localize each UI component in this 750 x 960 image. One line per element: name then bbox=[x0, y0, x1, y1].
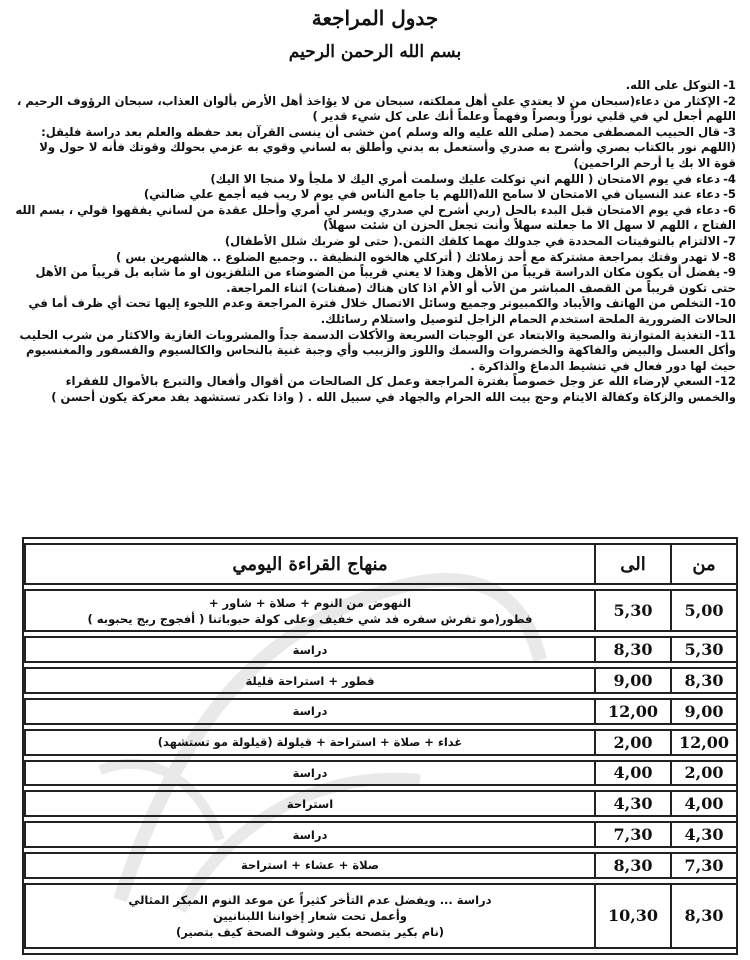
activity-cell bbox=[24, 636, 594, 663]
tip-number: 2- bbox=[723, 93, 736, 108]
tip-item bbox=[14, 374, 736, 405]
schedule-row bbox=[24, 883, 736, 949]
schedule-row bbox=[24, 760, 736, 787]
time-from: 5,00 bbox=[670, 589, 736, 632]
tip-number: 5- bbox=[723, 187, 736, 202]
tip-text: التوكل على الله. bbox=[625, 78, 721, 92]
tip-item bbox=[14, 203, 736, 234]
schedule-header-row bbox=[24, 543, 736, 585]
activity-cell bbox=[24, 589, 594, 632]
tip-text: التغذية المتوازنة والصحية والابتعاد عن الوجبات السريعة والأكلات الدسمة جداً والمشروبات الغازية والاكثار من شرب الحليب وأكل العسل والبيض والفاكهة والخضروات والسمك واللوز والزبيب وأي وجبة غنية بالنحاس والكالسيوم والفسفور والمغنسيوم حيث لها دور فعال في تنشيط الدماغ والذاكرة . bbox=[19, 327, 736, 373]
time-to: 12,00 bbox=[594, 698, 670, 725]
time-to: 4,00 bbox=[594, 760, 670, 787]
activity-line: فطور(مو تفرش سفره فد شي خفيف وعلى كولة حبوباتنا ( أفجوج ريج يحبوبه ) bbox=[87, 611, 533, 626]
time-to: 9,00 bbox=[594, 667, 670, 694]
activity-line: (نام بكير بتصحه بكير وشوف الصحة كيف بتصير) bbox=[175, 924, 445, 939]
schedule-row bbox=[24, 698, 736, 725]
activity-cell bbox=[24, 667, 594, 694]
time-from: 8,30 bbox=[670, 883, 736, 949]
tip-number: 8- bbox=[723, 249, 736, 264]
time-from: 9,00 bbox=[670, 698, 736, 725]
tips-list bbox=[14, 78, 736, 405]
activity-line: استراحة bbox=[286, 796, 334, 811]
tip-number: 6- bbox=[723, 202, 736, 217]
time-from: 8,30 bbox=[670, 667, 736, 694]
tip-number: 11- bbox=[715, 327, 736, 342]
activity-cell bbox=[24, 821, 594, 848]
schedule-row bbox=[24, 852, 736, 879]
tip-text: دعاء عند النسيان في الامتحان لا سامح الله(اللهم يا جامع الناس في يوم لا ريب فيه أجمع علي ضالتي) bbox=[143, 187, 721, 202]
activity-line: فطور + استراحة قليلة bbox=[245, 673, 375, 688]
tip-item bbox=[14, 296, 736, 327]
schedule-row bbox=[24, 667, 736, 694]
tip-number: 12- bbox=[715, 374, 736, 389]
activity-line: النهوض من النوم + صلاة + شاور + bbox=[208, 595, 412, 610]
activity-line: دراسة bbox=[292, 765, 328, 780]
tip-text: يفضل أن يكون مكان الدراسة قريباً من الأهل وهذا لا يعني قريباً من الضوضاء من التلفزيون او ما شابه بل قريباً من الأهل حتى تكون قريباً من القصف المباشر من الأب أو الأم اذا كان هناك (صفنات) اثناء المراجعة. bbox=[35, 265, 736, 295]
tip-text: قال الحبيب المصطفى محمد (صلى الله عليه واله وسلم )من خشى أن ينسى القرآن بعد حفظه والعلم بعد دراسة فليقل:(اللهم نور بالكتاب بصري وأشرح به صدري وأستعمل به بدني وأطلق به لساني وقوي به عزمي بحولك وقوتك فأنه لا حول ولا قوة الا بك يا أرحم الراحمين) bbox=[39, 124, 736, 170]
schedule-row bbox=[24, 729, 736, 756]
time-to: 8,30 bbox=[594, 852, 670, 879]
tip-item bbox=[14, 94, 736, 125]
tip-number: 1- bbox=[723, 78, 736, 92]
schedule-row bbox=[24, 636, 736, 663]
time-from: 7,30 bbox=[670, 852, 736, 879]
activity-cell bbox=[24, 790, 594, 817]
time-to: 10,30 bbox=[594, 883, 670, 949]
time-from: 2,00 bbox=[670, 760, 736, 787]
header-activity: منهاج القراءة اليومي bbox=[24, 543, 594, 585]
activity-cell bbox=[24, 729, 594, 756]
activity-cell bbox=[24, 698, 594, 725]
schedule-body bbox=[24, 589, 736, 949]
tip-number: 9- bbox=[723, 265, 736, 280]
activity-line: دراسة ... ويفضل عدم التأخر كثيراً عن موعد النوم المبكر المثالي bbox=[128, 892, 492, 907]
tip-item bbox=[14, 234, 736, 250]
tip-number: 3- bbox=[723, 124, 736, 139]
time-to: 8,30 bbox=[594, 636, 670, 663]
time-from: 5,30 bbox=[670, 636, 736, 663]
tip-number: 7- bbox=[723, 233, 736, 248]
tip-text: دعاء في يوم الامتحان ( اللهم اني توكلت عليك وسلمت أمري اليك لا ملجأ ولا منجا الا اليك) bbox=[210, 171, 721, 186]
time-from: 4,00 bbox=[670, 790, 736, 817]
activity-line: غداء + صلاة + استراحة + قيلولة (قيلولة مو تستشهد) bbox=[157, 735, 463, 750]
activity-cell bbox=[24, 883, 594, 949]
tip-item bbox=[14, 172, 736, 188]
page-title: جدول المراجعة bbox=[311, 6, 439, 30]
activity-cell bbox=[24, 852, 594, 879]
schedule-row bbox=[24, 790, 736, 817]
activity-line: وأعمل تحت شعار إخواننا اللبنانيين bbox=[213, 908, 407, 923]
daily-schedule-table bbox=[22, 537, 738, 955]
activity-line: دراسة bbox=[292, 704, 328, 719]
tip-text: الإكثار من دعاء(سبحان من لا يعتدي على أهل مملكته، سبحان من لا يؤاخذ أهل الأرض بألوان العذاب، سبحان الرؤوف الرحيم ، اللهم أجعل لي في قلبي نوراً وبصراً وفهماً وعلماً أنك على كل شيء قدير ) bbox=[16, 93, 736, 124]
basmala-heading: بسم الله الرحمن الرحيم bbox=[288, 42, 462, 62]
time-to: 2,00 bbox=[594, 729, 670, 756]
tip-number: 10- bbox=[715, 296, 736, 311]
tip-item bbox=[14, 250, 736, 266]
tip-item bbox=[14, 265, 736, 296]
time-from: 4,30 bbox=[670, 821, 736, 848]
time-to: 7,30 bbox=[594, 821, 670, 848]
schedule-row bbox=[24, 821, 736, 848]
tip-text: لا تهدر وقتك بمراجعة مشتركة مع أحد زملائك ( أتركلي هالخوه النظيفة .. وجميع الضلوع .. هالشهرين بس ) bbox=[116, 249, 721, 264]
tip-text: دعاء في يوم الامتحان قبل البدء بالحل (ربي أشرح لي صدري ويسر لي أمري وأحلل عقدة من لساني يفقهوا قولي ، بسم الله الفتاح ، اللهم لا سهل الا ما جعلته سهلاً وأنت تجعل الحزن ان شئت سهلاً) bbox=[15, 202, 736, 233]
tip-item bbox=[14, 78, 736, 94]
tip-item bbox=[14, 125, 736, 172]
time-from: 12,00 bbox=[670, 729, 736, 756]
activity-cell bbox=[24, 760, 594, 787]
tip-item bbox=[14, 328, 736, 375]
tip-text: الالتزام بالتوقيتات المحددة في جدولك مهما كلفك الثمن.( حتى لو ضربك شلل الأطفال) bbox=[224, 233, 721, 248]
time-to: 4,30 bbox=[594, 790, 670, 817]
tip-number: 4- bbox=[723, 171, 736, 186]
header-from: من bbox=[670, 543, 736, 585]
tip-item bbox=[14, 187, 736, 203]
activity-line: صلاة + عشاء + استراحة bbox=[241, 858, 379, 873]
activity-line: دراسة bbox=[292, 827, 328, 842]
schedule-row bbox=[24, 589, 736, 632]
tip-text: السعي لإرضاء الله عز وجل خصوصاً بفترة المراجعة وعمل كل الصالحات من أقوال وأفعال والتبرع بالأموال للفقراء والخمس والزكاة وكفالة الايتام وحج بيت الله الحرام والجهاد في سبيل الله . ( واذا تكدر تستشهد بفد معركة يكون أحسن ) bbox=[51, 374, 736, 404]
time-to: 5,30 bbox=[594, 589, 670, 632]
tip-text: التخلص من الهاتف والأيباد والكمبيوتر وجميع وسائل الاتصال خلال فترة المراجعة وعدم اللجوء إليها تحت أي ظرف أما في الحالات الضرورية الملحة استخدم الحمام الزاجل لتوصيل واستلام رسائلك. bbox=[28, 296, 736, 326]
header-to: الى bbox=[594, 543, 670, 585]
activity-line: دراسة bbox=[292, 642, 328, 657]
